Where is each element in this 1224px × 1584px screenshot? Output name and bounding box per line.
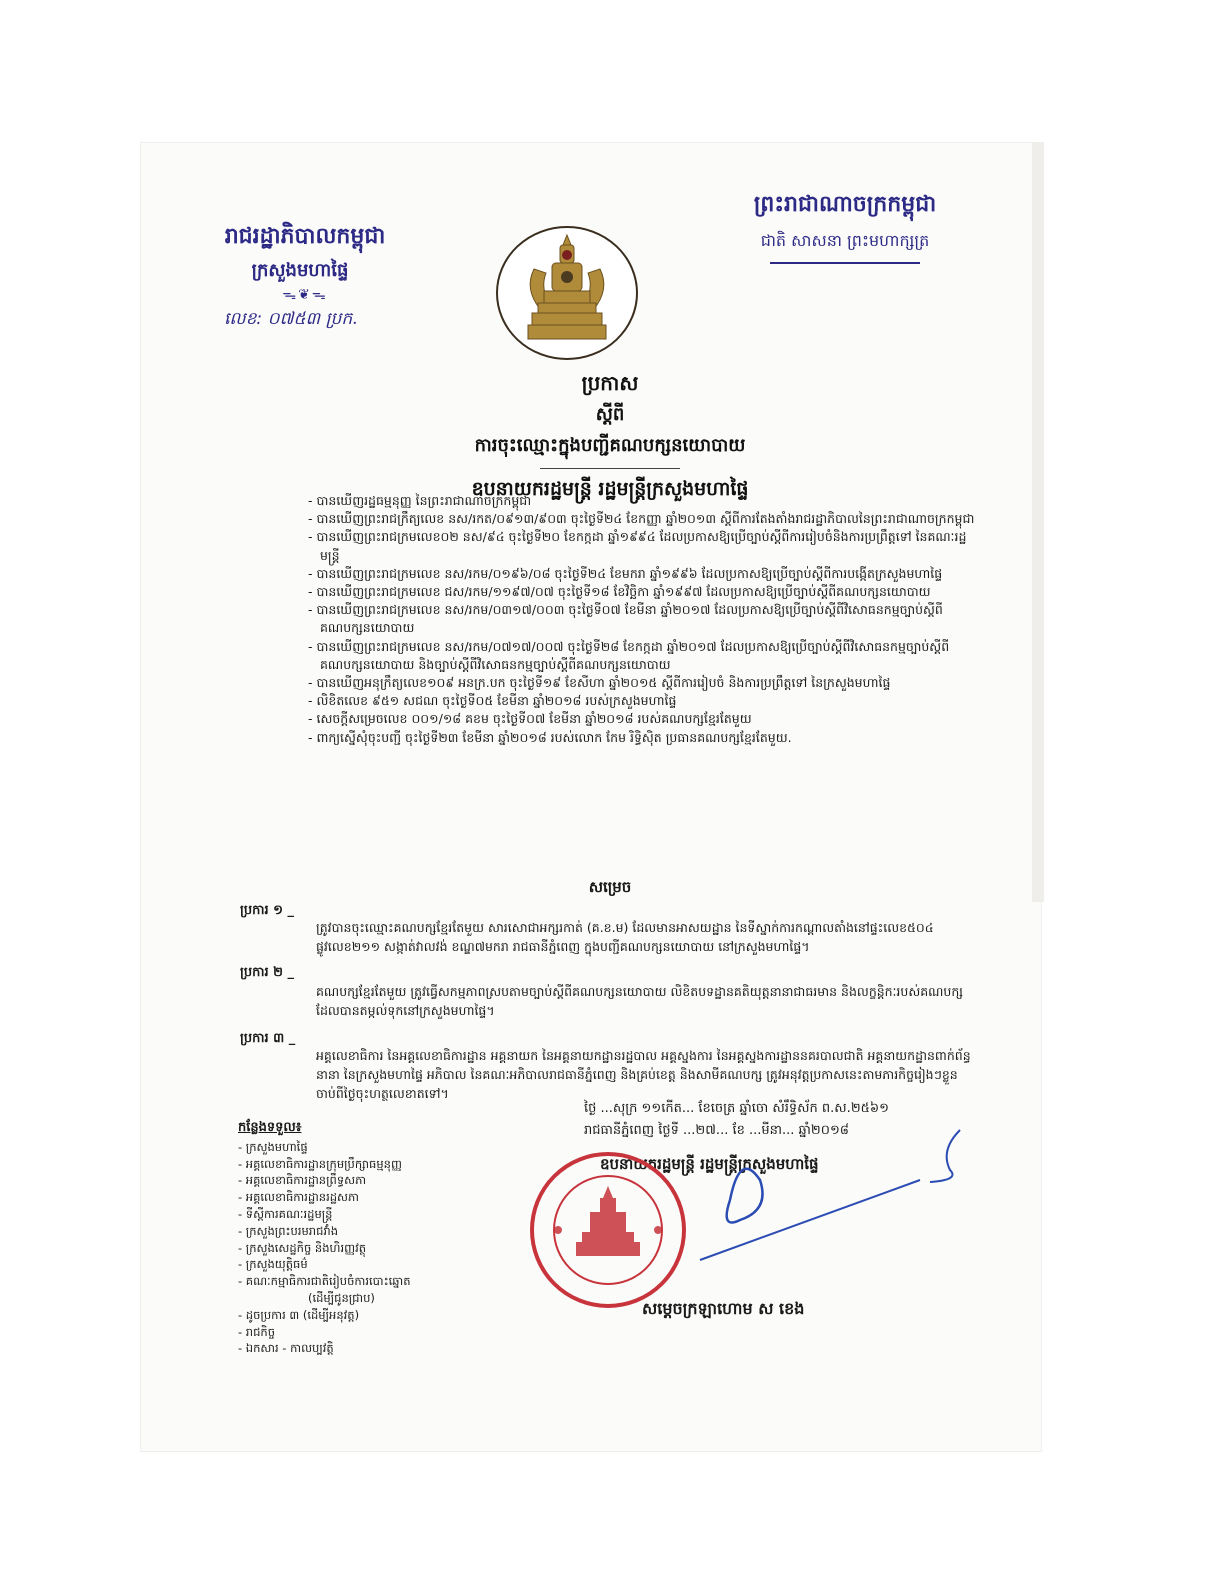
recipient-item: - ក្រសួងសេដ្ឋកិច្ច និងហិរញ្ញវត្ថុ (238, 1240, 367, 1255)
document-subject: ការចុះឈ្មោះក្នុងបញ្ជីគណបក្សនយោបាយ (474, 435, 746, 456)
recipient-item: - ក្រសួងមហាផ្ទៃ (238, 1139, 308, 1154)
title-divider (540, 468, 680, 469)
consideration-item: - បានឃើញអនុក្រឹត្យលេខ១០៩ អនក្រ.បក ចុះថ្ងៃទី១៩ ខែសីហា ឆ្នាំ២០១៥ ស្តីពីការរៀបចំ និងការប្រព្រឹត្តទៅ នៃក្រសួងមហាផ្ទៃ (308, 675, 891, 691)
article-label: ប្រការ ២ _ (240, 965, 295, 980)
reference-value: ០៧៥៣ ប្រក. (267, 309, 358, 329)
consideration-item: - បានឃើញព្រះរាជក្រមលេខ ជស/រកម/១១៩៧/០៧ ចុះថ្ងៃទី១៨ ខែវិច្ឆិកា ឆ្នាំ១៩៩៧ ដែលប្រកាសឱ្យប្រើច្បាប់ស្តីពីគណបក្សនយោបាយ (308, 584, 931, 600)
recipient-item: - ឯកសារ - កាលប្បវត្តិ (238, 1341, 334, 1356)
header-divider (770, 262, 920, 264)
official-stamp-icon (528, 1150, 688, 1310)
recipients-list (238, 1120, 498, 1357)
article-text: អគ្គលេខាធិការ នៃអគ្គលេខាធិការដ្ឋាន អគ្គនាយក នៃអគ្គនាយកដ្ឋានរដ្ឋបាល អគ្គស្នងការ នៃអគ្គស្នងការដ្ឋាននគរបាលជាតិ អគ្គនាយកដ្ឋានពាក់ព័ន្ធនានា នៃក្រសួងមហាផ្ទៃ អភិបាល នៃគណៈអភិបាលរាជធានីភ្នំពេញ និងគ្រប់ខេត្ត និងសាមីគណបក្ស ត្រូវអនុវត្តប្រកាសនេះតាមភារកិច្ចរៀងៗខ្លួន ចាប់ពីថ្ងៃចុះហត្ថលេខាតទៅ។ (316, 1048, 971, 1101)
ornament: ᯓ❦ᯓ (282, 287, 328, 303)
consideration-item: - បានឃើញព្រះរាជក្រមលេខ០២ នស/៩៤ ចុះថ្ងៃទី២០ ខែកក្កដា ឆ្នាំ១៩៩៤ ដែលប្រកាសឱ្យប្រើច្បាប់ស្តីពីការរៀបចំនិងការប្រព្រឹត្តទៅ នៃគណៈរដ្ឋមន្ត្រី (308, 529, 967, 563)
consideration-item: - បានឃើញរដ្ឋធម្មនុញ្ញ នៃព្រះរាជាណាចក្រកម្ពុជា (308, 493, 532, 508)
signatory-name: សម្តេចក្រឡាហោម ស ខេង (642, 1299, 805, 1318)
consideration-item: - បានឃើញព្រះរាជក្រមលេខ នស/រកម/០៧១៧/០០៧ ចុះថ្ងៃទី២៨ ខែកក្កដា ឆ្នាំ២០១៧ ដែលប្រកាសឱ្យប្រើច្បាប់ស្តីពីវិសោធនកម្មច្បាប់ស្តីពីគណបក្សនយោបាយ និងច្បាប់ស្តីពីវិសោធនកម្មច្បាប់ស្តីពីគណបក្សនយោបាយ (308, 638, 950, 672)
royal-emblem-icon (494, 225, 640, 361)
considerations-list (308, 492, 980, 747)
consideration-item: - លិខិតលេខ ៩៥១ សជណ ចុះថ្ងៃទី០៥ ខែមីនា ឆ្នាំ២០១៨ របស់ក្រសួងមហាផ្ទៃ (308, 693, 677, 709)
page-edge (1032, 142, 1044, 902)
signatory-title: ឧបនាយករដ្ឋមន្ត្រី រដ្ឋមន្ត្រីក្រសួងមហាផ្ទៃ (600, 1155, 819, 1173)
recipient-item: - រាជកិច្ច (238, 1324, 276, 1339)
government-name: រាជរដ្ឋាភិបាលកម្ពុជា (224, 224, 386, 249)
consideration-item: - បានឃើញព្រះរាជក្រមលេខ នស/រកម/០១៩៦/០៨ ចុះថ្ងៃទី២៤ ខែមករា ឆ្នាំ១៩៩៦ ដែលប្រកាសឱ្យប្រើច្បាប់ស្តីពីការបង្កើតក្រសួងមហាផ្ទៃ (308, 565, 943, 581)
decision-heading: សម្រេច (588, 878, 632, 896)
article-label: ប្រការ ១ _ (240, 903, 295, 918)
recipients-heading: កន្លែងទទួល៖ (238, 1120, 302, 1135)
about-label: ស្តីពី (595, 404, 625, 425)
reference-number (224, 308, 358, 333)
consideration-item: - ពាក្យស្នើសុំចុះបញ្ជី ចុះថ្ងៃទី២៣ ខែមីនា ឆ្នាំ២០១៨ របស់លោក កែម រិទ្ធិស៊ិត ប្រធានគណបក្សខ្មែរតែមួយ. (308, 729, 792, 745)
handwritten-signature-icon (690, 1120, 980, 1270)
ministry-header (190, 222, 420, 304)
consideration-item: - បានឃើញព្រះរាជក្រឹត្យលេខ នស/រកត/០៩១៣/៩០៣ ចុះថ្ងៃទី២៤ ខែកញ្ញា ឆ្នាំ២០១៣ ស្តីពីការតែងតាំងរាជរដ្ឋាភិបាលនៃព្រះរាជាណាចក្រកម្ពុជា (308, 511, 975, 527)
recipient-item: - អគ្គលេខាធិការដ្ឋានក្រុមប្រឹក្សាធម្មនុញ្ញ (238, 1156, 402, 1171)
article-label: ប្រការ ៣ _ (240, 1031, 296, 1046)
recipient-item: - ក្រសួងយុត្តិធម៌ (238, 1257, 308, 1272)
lunar-date: ថ្ងៃ ...សុក្រ ១១កើត... ខែចេត្រ ឆ្នាំចោ សំរឹទ្ធិស័ក ព.ស.២៥៦១ (584, 1101, 889, 1116)
recipient-item: - អគ្គលេខាធិការដ្ឋានរដ្ឋសភា (238, 1190, 359, 1205)
recipient-item: - ទីស្តីការគណៈរដ្ឋមន្ត្រី (238, 1206, 333, 1221)
recipient-item: - គណៈកម្មាធិការជាតិរៀបចំការបោះឆ្នោត (238, 1274, 411, 1289)
consideration-item: - បានឃើញព្រះរាជក្រមលេខ នស/រកម/០៣១៧/០០៣ ចុះថ្ងៃទី០៧ ខែមីនា ឆ្នាំ២០១៧ ដែលប្រកាសឱ្យប្រើច្បាប់ស្តីពីវិសោធនកម្មច្បាប់ស្តីពីគណបក្សនយោបាយ (308, 602, 943, 636)
recipient-item: - ដូចប្រការ ៣ (ដើម្បីអនុវត្ត) (238, 1307, 360, 1322)
document-type: ប្រកាស (581, 371, 639, 395)
title-block (300, 370, 920, 505)
article-text: ត្រូវបានចុះឈ្មោះគណបក្សខ្មែរតែមួយ សារសោជាអក្សរកាត់ (គ.ខ.ម) ដែលមានអាសយដ្ឋាន នៃទីស្នាក់ការកណ្តាលតាំងនៅផ្ទះលេខ៥០៤ ផ្លូវលេខ២១១ សង្កាត់វាលវង់ ខណ្ឌ៧មករា រាជធានីភ្នំពេញ ក្នុងបញ្ជីគណបក្សនយោបាយ នៅក្រសួងមហាផ្ទៃ។ (316, 920, 934, 954)
solar-date: រាជធានីភ្នំពេញ ថ្ងៃទី ...២៧... ខែ ...មីនា... ឆ្នាំ២០១៨ (584, 1123, 849, 1138)
issuer-title: ឧបនាយករដ្ឋមន្ត្រី រដ្ឋមន្ត្រីក្រសួងមហាផ្ទៃ (471, 478, 749, 500)
kingdom-header (720, 190, 970, 264)
recipient-item: (ដើម្បីជូនជ្រាប) (308, 1290, 375, 1305)
article-text: គណបក្សខ្មែរតែមួយ ត្រូវធ្វើសកម្មភាពស្របតាមច្បាប់ស្តីពីគណបក្សនយោបាយ លិខិតបទដ្ឋានគតិយុត្តនានាជាធរមាន និងលក្ខន្តិកៈរបស់គណបក្សដែលបានតម្កល់ទុកនៅក្រសួងមហាផ្ទៃ។ (316, 984, 964, 1018)
kingdom-name: ព្រះរាជាណាចក្រកម្ពុជា (753, 192, 937, 217)
recipient-item: - អគ្គលេខាធិការដ្ឋានព្រឹទ្ធសភា (238, 1173, 367, 1188)
recipient-item: - ក្រសួងព្រះបរមរាជវាំង (238, 1223, 339, 1238)
ministry-name: ក្រសួងមហាផ្ទៃ (251, 260, 349, 281)
consideration-item: - សេចក្តីសម្រេចលេខ ០០១/១៨ គខម ចុះថ្ងៃទី០៧ ខែមីនា ឆ្នាំ២០១៨ របស់គណបក្សខ្មែរតែមួយ (308, 711, 752, 727)
reference-label: លេខ: (224, 309, 263, 329)
national-motto: ជាតិ សាសនា ព្រះមហាក្សត្រ (760, 231, 930, 250)
